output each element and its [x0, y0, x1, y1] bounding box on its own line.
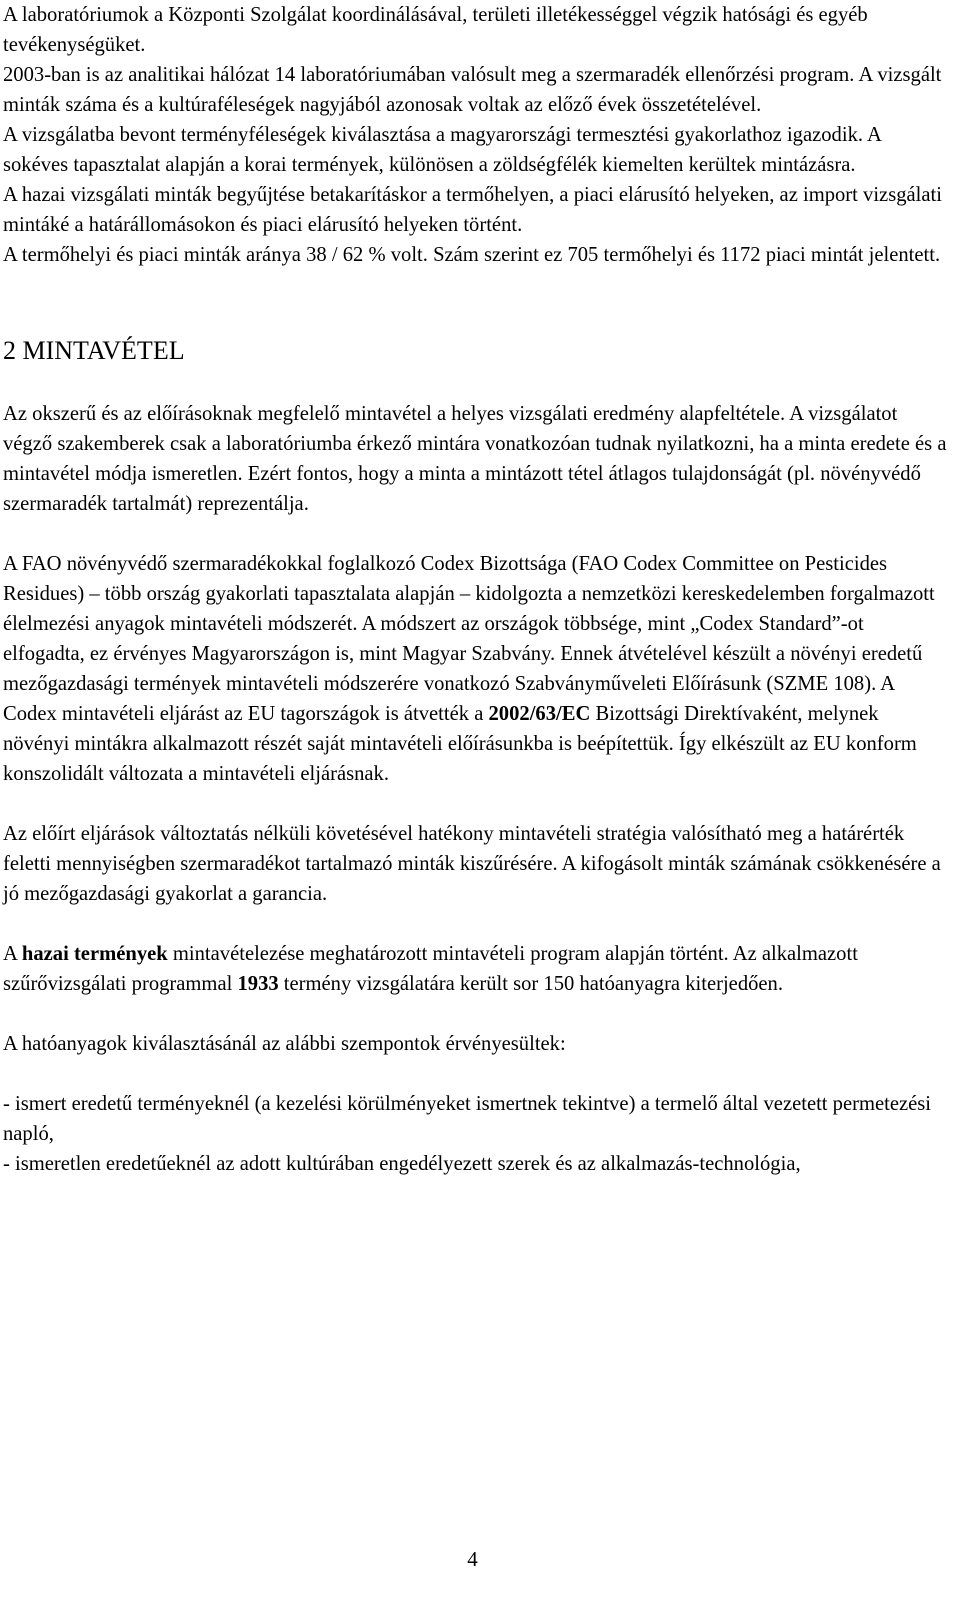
- paragraph-domestic-text-2: mintavételezése meghatározott mintavételi program alapján történt. Az alkalmazott szűrővizsgálati programmal: [3, 943, 858, 995]
- paragraph-codex-text-2: Bizottsági Direktívaként, melynek növényi mintákra alkalmazott részét saját mintavételi előírásunkba is beépítettük. Így elkészült az EU konform konszolidált változata a mintavételi eljárásnak.: [3, 703, 917, 785]
- directive-number: 2002/63/EC: [488, 703, 591, 725]
- intro-paragraph-3: A vizsgálatba bevont terményféleségek kiválasztása a magyarországi termesztési gyakorlathoz igazodik. A sokéves tapasztalat alapján a korai termények, különösen a zöldségfélék kiemelten kerültek mintázásra.: [3, 124, 881, 176]
- paragraph-domestic-text-1: A: [3, 943, 22, 965]
- section-heading: 2 MINTAVÉTEL: [3, 336, 185, 365]
- intro-paragraph-4: A hazai vizsgálati minták begyűjtése betakarításkor a termőhelyen, a piaci elárusító helyeken, az import vizsgálati mintáké a határállomásokon és piaci elárusító helyeken történt.: [3, 184, 942, 236]
- paragraph-strategy: Az előírt eljárások változtatás nélküli követésével hatékony mintavételi stratégia valósítható meg a határérték feletti mennyiségben szermaradékot tartalmazó minták kiszűrésére. A kifogásolt minták számának csökkenésére a jó mezőgazdasági gyakorlat a garancia.: [3, 823, 941, 905]
- sample-count-bold: 1933: [237, 973, 279, 995]
- intro-paragraph-1: A laboratóriumok a Központi Szolgálat koordinálásával, területi illetékességgel végzik hatósági és egyéb tevékenységüket.: [3, 4, 868, 56]
- domestic-products-bold: hazai termények: [21, 943, 168, 965]
- paragraph-domestic-text-3: termény vizsgálatára került sor 150 hatóanyagra kiterjedően.: [278, 973, 784, 995]
- paragraph-codex: [3, 549, 948, 789]
- paragraph-criteria-intro: A hatóanyagok kiválasztásánál az alábbi szempontok érvényesültek:: [3, 1033, 566, 1055]
- paragraph-codex-text-1: A FAO növényvédő szermaradékokkal foglalkozó Codex Bizottsága (FAO Codex Committee on Pesticides Residues) – több ország gyakorlati tapasztalata alapján – kidolgozta a nemzetközi kereskedelemben forgalmazott élelmezési anyagok mintavételi módszerét. A módszert az országok többsége, mint „Codex Standard”-ot elfogadta, ez érvényes Magyarországon is, mint Magyar Szabvány. Ennek átvételével készült a növényi eredetű mezőgazdasági termények mintavételi módszerére vonatkozó Szabványműveleti Előírásunk (SZME 108). A Codex mintavételi eljárást az EU tagországok is átvették a: [3, 553, 935, 725]
- intro-paragraph-2: 2003-ban is az analitikai hálózat 14 laboratóriumában valósult meg a szermaradék ellenőrzési program. A vizsgált minták száma és a kultúraféleségek nagyjából azonosak voltak az előző évek összetételével.: [3, 64, 942, 116]
- document-body: [3, 0, 948, 1179]
- page-number: 4: [467, 1547, 478, 1571]
- paragraph-domestic-products: [3, 939, 948, 999]
- paragraph-sampling-basics: Az okszerű és az előírásoknak megfelelő mintavétel a helyes vizsgálati eredmény alapfeltétele. A vizsgálatot végző szakemberek csak a laboratóriumba érkező mintára vonatkozóan tudnak nyilatkozni, ha a minta eredete és a mintavétel módja ismeretlen. Ezért fontos, hogy a minta a mintázott tétel átlagos tulajdonságát (pl. növényvédő szermaradék tartalmát) reprezentálja.: [3, 403, 947, 515]
- intro-paragraph-5: A termőhelyi és piaci minták aránya 38 / 62 % volt. Szám szerint ez 705 termőhelyi és 1172 piaci mintát jelentett.: [3, 244, 941, 266]
- list-item-known-origin: - ismert eredetű terményeknél (a kezelési körülményeket ismertnek tekintve) a termelő által vezetett permetezési napló,: [3, 1093, 932, 1145]
- list-item-unknown-origin: - ismeretlen eredetűeknél az adott kultúrában engedélyezett szerek és az alkalmazás-technológia,: [3, 1153, 801, 1175]
